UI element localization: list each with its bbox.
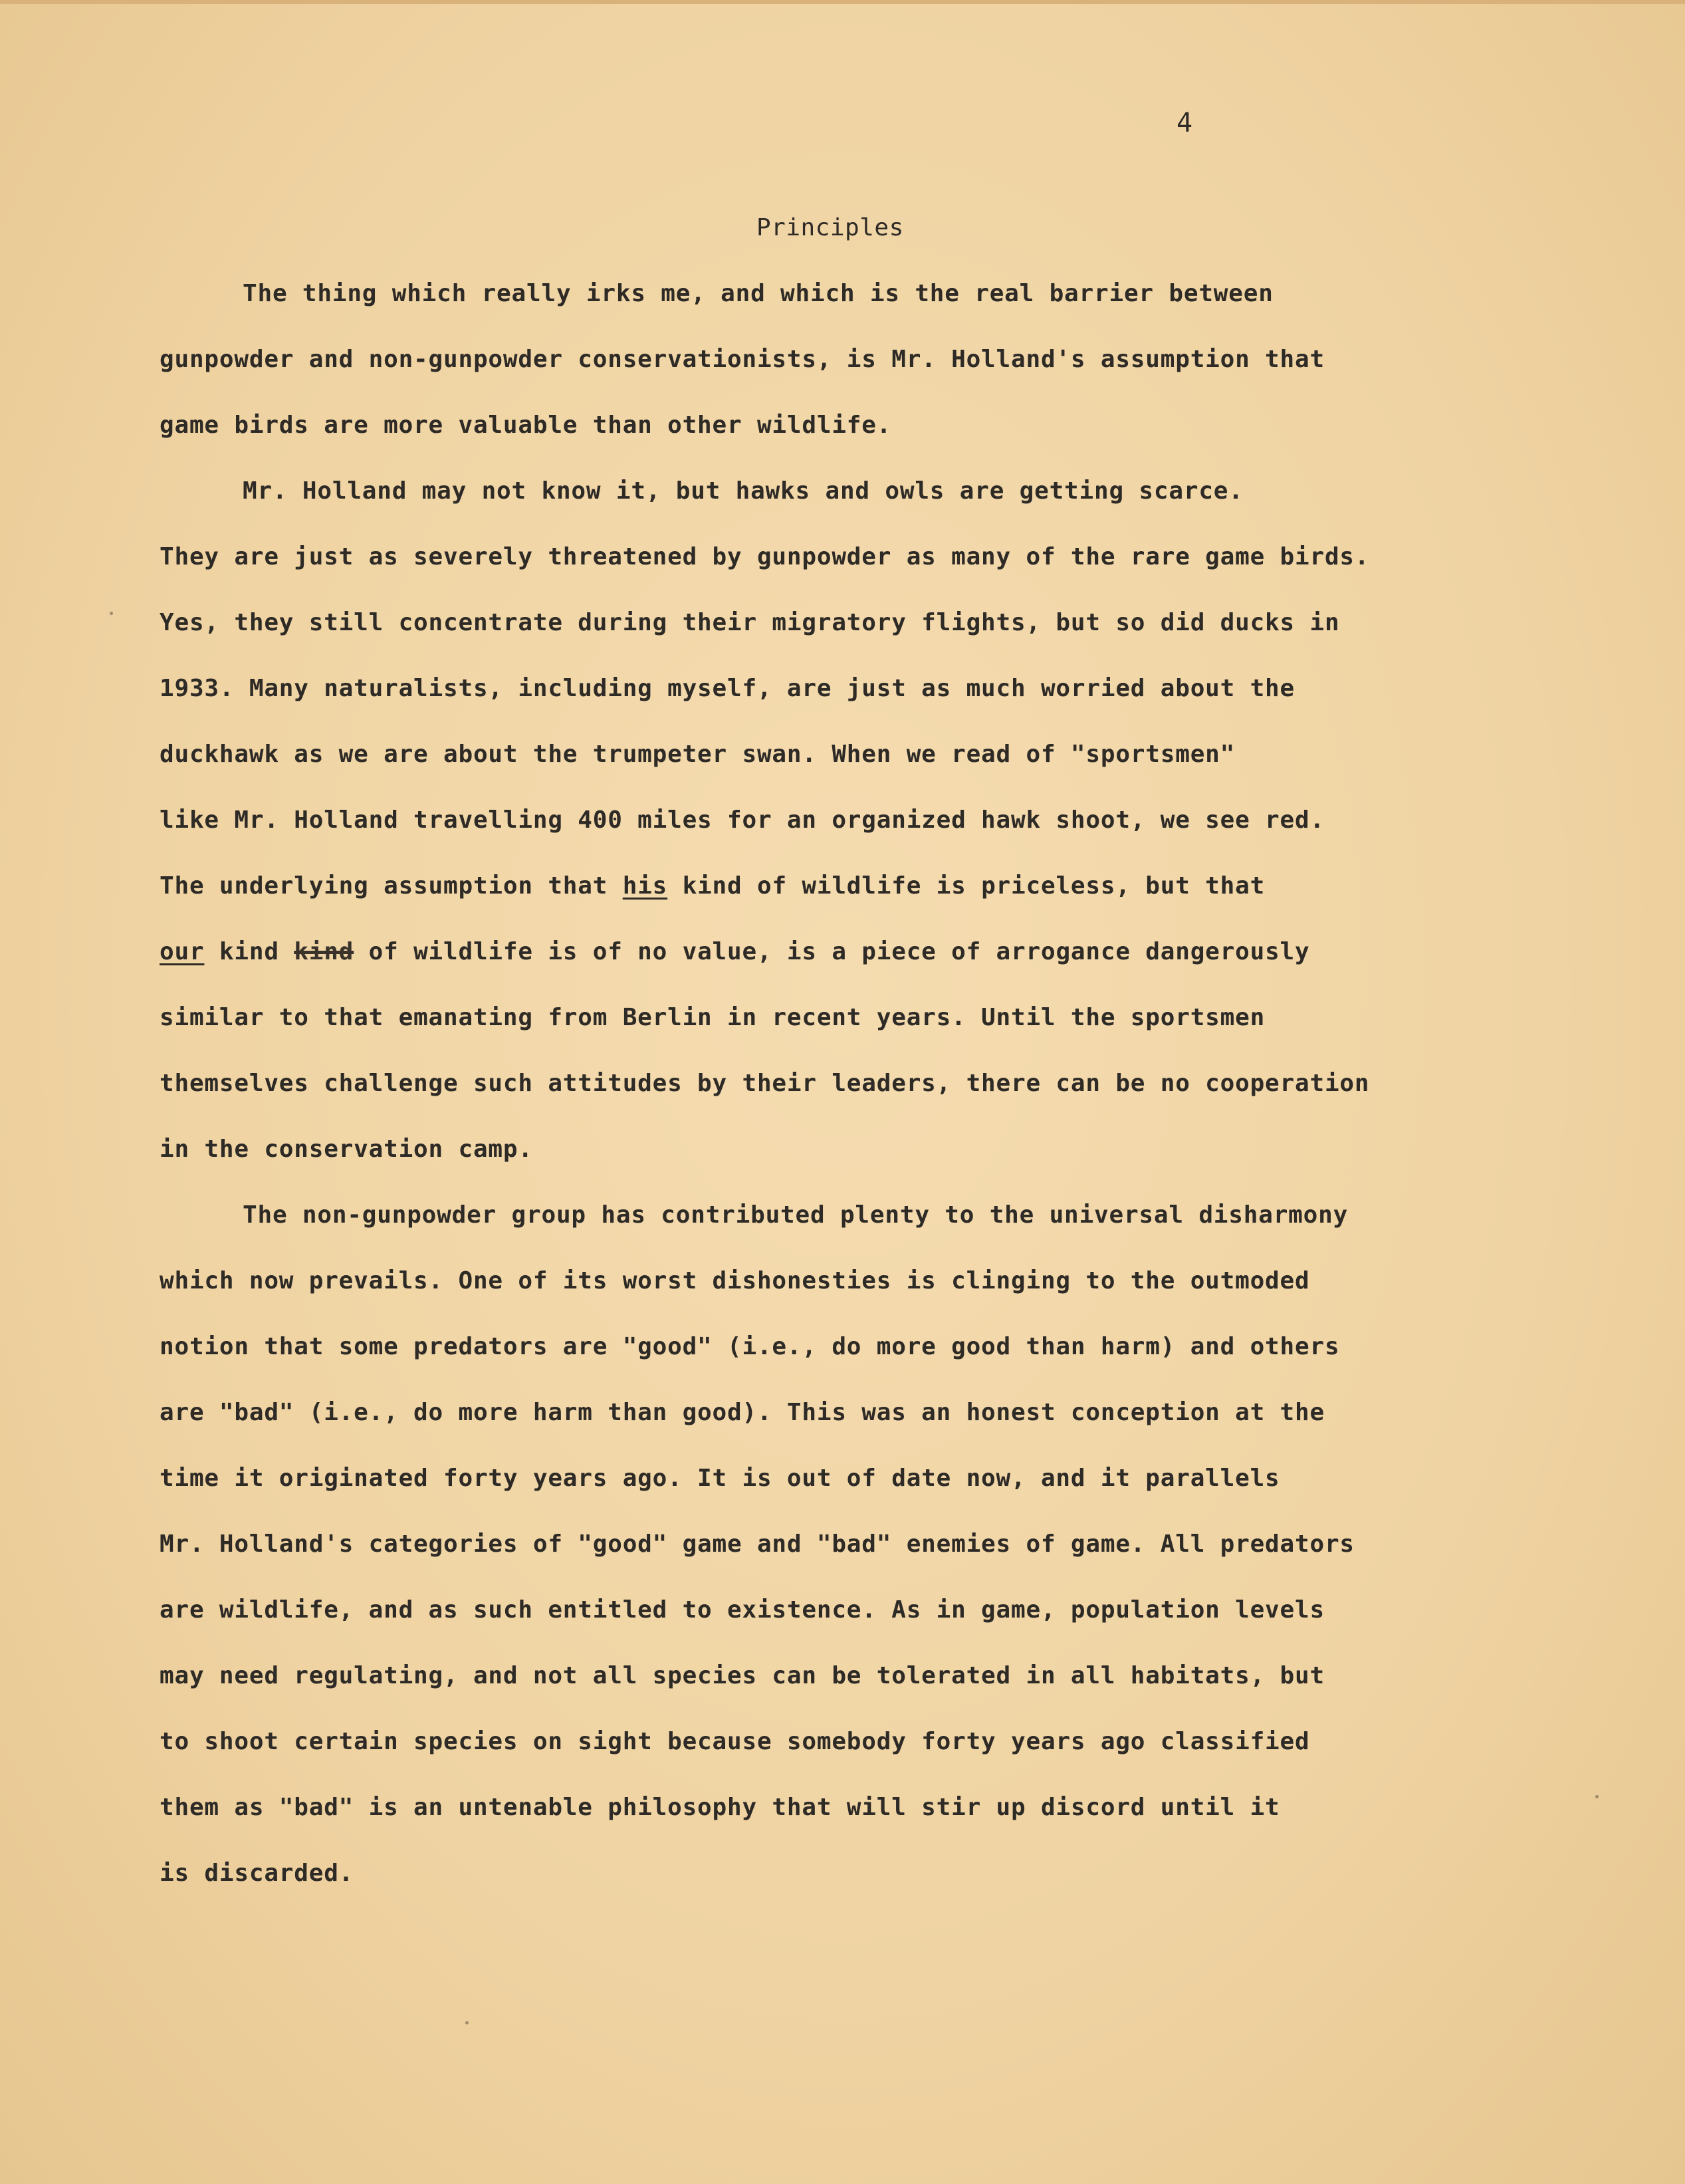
text-line: game birds are more valuable than other wildlife. xyxy=(160,412,892,439)
text-line: The thing which really irks me, and which is the real barrier between xyxy=(243,280,1274,307)
text-line: to shoot certain species on sight because somebody forty years ago classified xyxy=(160,1728,1310,1755)
text-line: like Mr. Holland travelling 400 miles for an organized hawk shoot, we see red. xyxy=(160,806,1325,834)
text-line: time it originated forty years ago. It is out of date now, and it parallels xyxy=(160,1465,1280,1492)
text-line xyxy=(160,932,1310,972)
text-line: similar to that emanating from Berlin in recent years. Until the sportsmen xyxy=(160,1004,1266,1031)
text-line: themselves challenge such attitudes by their leaders, there can be no cooperation xyxy=(160,1070,1370,1097)
text-line: The non-gunpowder group has contributed plenty to the universal disharmony xyxy=(243,1201,1349,1229)
text-segment: kind of wildlife is priceless, but that xyxy=(667,872,1266,900)
text-segment: The underlying assumption that xyxy=(160,872,623,900)
underlined-word: his xyxy=(622,872,668,900)
text-line: duckhawk as we are about the trumpeter swan. When we read of "sportsmen" xyxy=(160,741,1236,768)
text-line: 1933. Many naturalists, including myself, are just as much worried about the xyxy=(160,675,1295,702)
text-line: Mr. Holland's categories of "good" game and "bad" enemies of game. All predators xyxy=(160,1530,1355,1558)
text-line: Yes, they still concentrate during their migratory flights, but so did ducks in xyxy=(160,609,1340,636)
text-line: gunpowder and non-gunpowder conservationists, is Mr. Holland's assumption that xyxy=(160,346,1325,373)
text-line: is discarded. xyxy=(160,1860,354,1887)
paper-speck xyxy=(1595,1795,1599,1798)
text-line: They are just as severely threatened by gunpowder as many of the rare game birds. xyxy=(160,543,1370,570)
paper-top-edge xyxy=(0,0,1685,4)
text-line: are wildlife, and as such entitled to existence. As in game, population levels xyxy=(160,1596,1325,1624)
text-line: them as "bad" is an untenable philosophy that will stir up discord until it xyxy=(160,1794,1280,1821)
text-line: are "bad" (i.e., do more harm than good). This was an honest conception at the xyxy=(160,1399,1325,1426)
text-segment: kind xyxy=(204,938,294,965)
text-segment: of wildlife is of no value, is a piece of arrogance dangerously xyxy=(354,938,1310,965)
text-line: which now prevails. One of its worst dishonesties is clinging to the outmoded xyxy=(160,1267,1310,1294)
paper-speck xyxy=(465,2021,469,2024)
text-line xyxy=(160,866,1265,906)
struck-through-word: kind xyxy=(294,938,354,965)
section-heading: Principles xyxy=(756,214,904,241)
page-number: 4 xyxy=(1177,108,1193,138)
text-line: Mr. Holland may not know it, but hawks and owls are getting scarce. xyxy=(243,477,1244,505)
underlined-word: our xyxy=(160,938,205,965)
text-line: in the conservation camp. xyxy=(160,1136,533,1163)
text-line: may need regulating, and not all species can be tolerated in all habitats, but xyxy=(160,1662,1325,1689)
text-line: notion that some predators are "good" (i.e., do more good than harm) and others xyxy=(160,1333,1340,1360)
paper-speck xyxy=(110,612,113,615)
